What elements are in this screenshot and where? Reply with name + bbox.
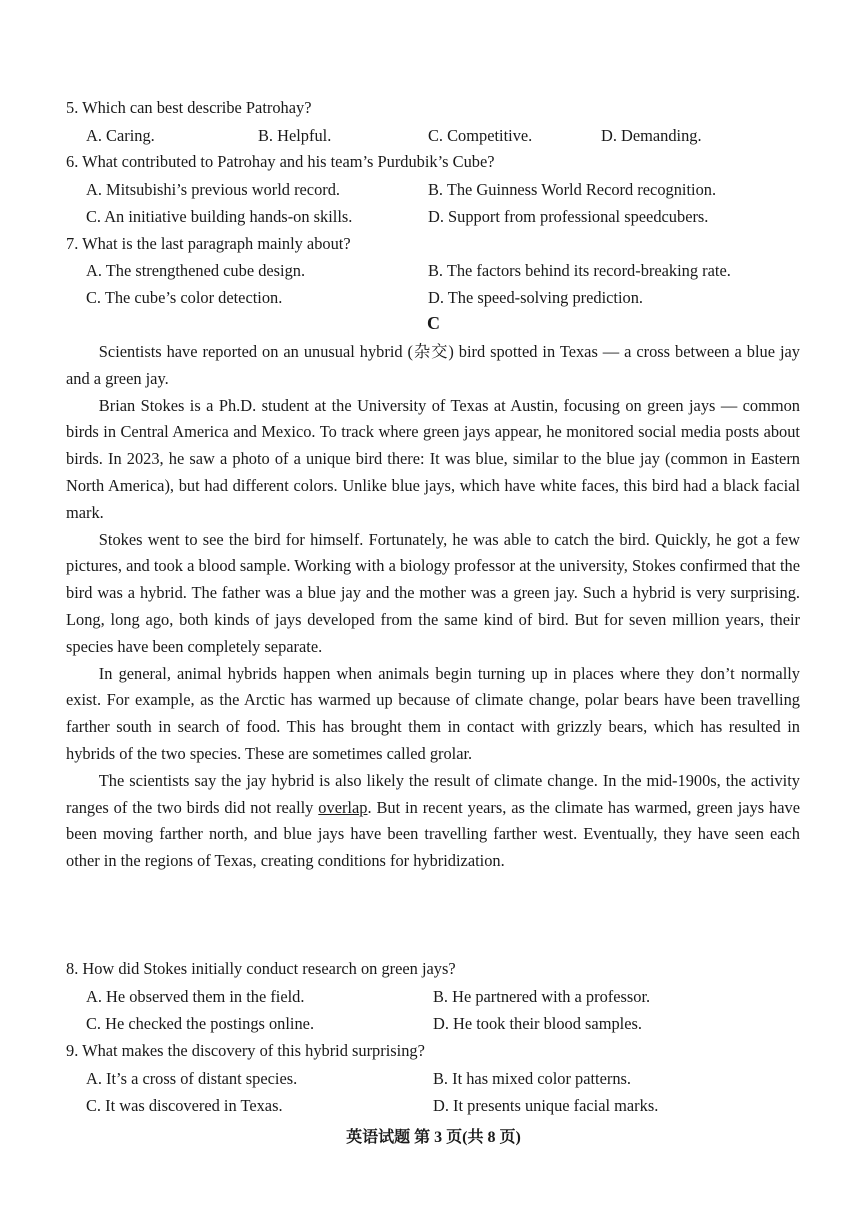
q5-option-a: A. Caring.	[86, 126, 155, 145]
q9-option-d: D. It presents unique facial marks.	[433, 1096, 659, 1115]
q6-option-b: B. The Guinness World Record recognition.	[428, 180, 717, 199]
question-8-stem: 8. How did Stokes initially conduct research on green jays?	[66, 959, 456, 978]
q7-option-b: B. The factors behind its record-breaking rate.	[428, 261, 731, 280]
q8-option-a: A. He observed them in the field.	[86, 987, 305, 1006]
q8-option-c: C. He checked the postings online.	[86, 1014, 315, 1033]
q5-option-b: B. Helpful.	[258, 126, 332, 145]
passage-paragraph-5	[66, 768, 800, 875]
question-7-stem: 7. What is the last paragraph mainly about?	[66, 234, 351, 253]
section-label: C	[427, 313, 440, 333]
page-footer: 英语试题 第 3 页(共 8 页)	[346, 1129, 521, 1146]
passage-paragraph-2: Brian Stokes is a Ph.D. student at the University of Texas at Austin, focusing on green jays — common birds in Central America and Mexico. To track where green jays appear, he monitored social media posts about birds. In 2023, he saw a photo of a unique bird there: It was blue, similar to the blue jay (common in Eastern North America), but had different colors. Unlike blue jays, which have white faces, this bird had a black facial mark.	[66, 395, 800, 522]
paragraph-5-text-before: The scientists say the jay hybrid is also likely the result of climate change. In the mid-1900s, the activity ranges of the two birds did not really	[66, 770, 800, 817]
paragraph-5-text-after: . But in recent years, as the climate has warmed, green jays have been moving farther north, and blue jays have been travelling farther west. Eventually, they have seen each other in the regions of Texas, creating conditions for hybridization.	[66, 797, 800, 871]
q6-option-c: C. An initiative building hands-on skills.	[86, 207, 353, 226]
q6-option-a: A. Mitsubishi’s previous world record.	[86, 180, 341, 199]
passage-paragraph-1: Scientists have reported on an unusual hybrid (杂交) bird spotted in Texas — a cross between a blue jay and a green jay.	[66, 342, 800, 388]
q5-option-d: D. Demanding.	[601, 126, 702, 145]
question-6-stem: 6. What contributed to Patrohay and his team’s Purdubik’s Cube?	[66, 152, 495, 171]
q9-option-b: B. It has mixed color patterns.	[433, 1069, 632, 1088]
q8-option-b: B. He partnered with a professor.	[433, 987, 651, 1006]
question-5-stem: 5. Which can best describe Patrohay?	[66, 98, 312, 117]
reading-passage	[66, 339, 800, 875]
passage-paragraph-4: In general, animal hybrids happen when animals begin turning up in places where they don’t normally exist. For example, as the Arctic has warmed up because of climate change, polar bears have been travelling farther south in search of food. This has brought them in contact with grizzly bears, which has resulted in hybrids of the two species. These are sometimes called grolar.	[66, 663, 800, 763]
q9-option-a: A. It’s a cross of distant species.	[86, 1069, 298, 1088]
q7-option-d: D. The speed-solving prediction.	[428, 288, 644, 307]
q6-option-d: D. Support from professional speedcubers.	[428, 207, 709, 226]
q8-option-d: D. He took their blood samples.	[433, 1014, 642, 1033]
q7-option-a: A. The strengthened cube design.	[86, 261, 306, 280]
question-9-stem: 9. What makes the discovery of this hybrid surprising?	[66, 1041, 425, 1060]
q7-option-c: C. The cube’s color detection.	[86, 288, 283, 307]
passage-paragraph-3: Stokes went to see the bird for himself. Fortunately, he was able to catch the bird. Quickly, he got a few pictures, and took a blood sample. Working with a biology professor at the university, Stokes confirmed that the bird was a hybrid. The father was a blue jay and the mother was a green jay. Such a hybrid is very surprising. Long, long ago, both kinds of jays developed from the same kind of bird. But for seven million years, their species have been completely separate.	[66, 529, 800, 656]
q9-option-c: C. It was discovered in Texas.	[86, 1096, 283, 1115]
q5-option-c: C. Competitive.	[428, 126, 533, 145]
underlined-word: overlap	[318, 797, 368, 817]
